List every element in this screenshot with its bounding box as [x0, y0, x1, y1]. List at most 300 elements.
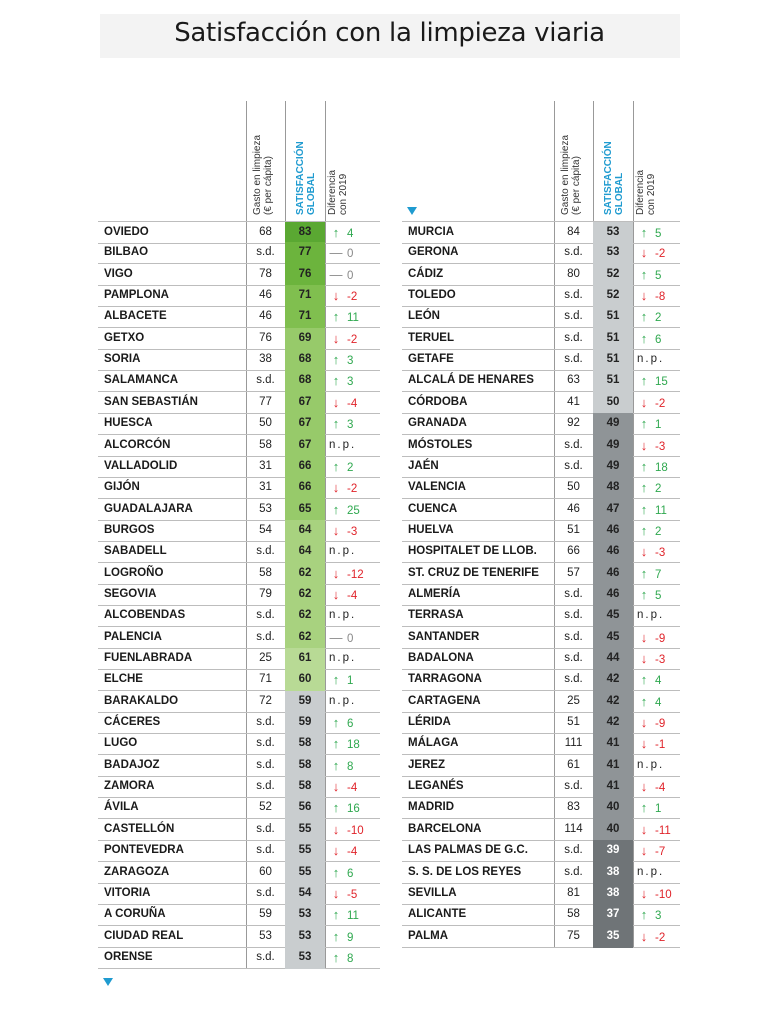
column-header-gasto — [252, 135, 274, 215]
difference-number: 2 — [655, 312, 662, 325]
satisfaction-value: 59 — [285, 691, 325, 713]
satisfaction-value: 35 — [593, 926, 633, 948]
difference-value — [637, 520, 661, 541]
difference-value — [329, 413, 353, 434]
city-name: CUENCA — [408, 502, 458, 515]
satisfaction-value: 53 — [285, 904, 325, 926]
table-row — [402, 477, 680, 499]
triangle-marker — [103, 978, 113, 986]
arrow-up-icon: ↑ — [640, 800, 648, 816]
column-header-line: Diferencia — [327, 169, 338, 215]
satisfaction-value: 68 — [285, 370, 325, 392]
difference-value — [637, 755, 664, 776]
table-row — [402, 285, 680, 307]
city-name: ALMERÍA — [408, 587, 461, 600]
table-row — [98, 328, 380, 350]
arrow-up-icon: ↑ — [640, 565, 648, 581]
table-row — [98, 840, 380, 862]
arrow-up-icon: ↑ — [332, 949, 340, 965]
city-name: PALENCIA — [104, 630, 162, 643]
difference-number: n.p. — [637, 758, 665, 771]
column-header-line: (€ per cápita) — [571, 156, 582, 215]
gasto-value: 31 — [259, 481, 272, 494]
gasto-value: s.d. — [256, 886, 275, 899]
difference-value — [637, 264, 661, 285]
gasto-value: 51 — [567, 523, 580, 536]
arrow-up-icon: ↑ — [640, 458, 648, 474]
column-header-line: con 2019 — [338, 173, 349, 215]
table-row — [402, 349, 680, 371]
table-row — [402, 584, 680, 606]
difference-value — [329, 349, 353, 370]
arrow-up-icon: ↑ — [332, 715, 340, 731]
table-row — [98, 904, 380, 926]
table-row — [402, 819, 680, 841]
city-name: GETXO — [104, 331, 145, 344]
arrow-down-icon: ↓ — [332, 394, 340, 410]
arrow-down-icon: ↓ — [640, 544, 648, 560]
difference-number: -2 — [655, 397, 666, 410]
difference-value — [637, 499, 667, 520]
difference-number: 6 — [347, 867, 354, 880]
difference-number: 2 — [655, 525, 662, 538]
arrow-down-icon: ↓ — [332, 779, 340, 795]
arrow-down-icon: ↓ — [332, 480, 340, 496]
table-row — [98, 285, 380, 307]
satisfaction-value: 47 — [593, 499, 633, 521]
table-row — [98, 477, 380, 499]
difference-number: 2 — [347, 461, 354, 474]
arrow-down-icon: ↓ — [640, 821, 648, 837]
difference-number: -8 — [655, 291, 666, 304]
gasto-value: s.d. — [564, 630, 583, 643]
city-name: ÁVILA — [104, 801, 139, 814]
arrow-up-icon: ↑ — [332, 672, 340, 688]
satisfaction-value: 41 — [593, 755, 633, 777]
difference-number: -11 — [655, 824, 671, 837]
difference-value — [637, 819, 671, 840]
city-name: HUELVA — [408, 523, 454, 536]
satisfaction-value: 52 — [593, 264, 633, 286]
city-name: SABADELL — [104, 545, 167, 558]
arrow-down-icon: ↓ — [332, 885, 340, 901]
gasto-value: 50 — [259, 417, 272, 430]
table-row — [402, 563, 680, 585]
gasto-value: 57 — [567, 566, 580, 579]
difference-value — [637, 712, 665, 733]
table-row — [402, 755, 680, 777]
gasto-value: 68 — [259, 226, 272, 238]
column-header-line: Gasto en limpieza — [560, 134, 571, 215]
satisfaction-value: 41 — [593, 776, 633, 798]
satisfaction-value: 46 — [593, 584, 633, 606]
arrow-up-icon: ↑ — [640, 480, 648, 496]
gasto-value: 66 — [567, 545, 580, 558]
difference-value — [637, 541, 665, 562]
city-name: TERUEL — [408, 331, 454, 344]
table-row — [98, 520, 380, 542]
city-name: LAS PALMAS DE G.C. — [408, 844, 528, 857]
city-name: ALCALÁ DE HENARES — [408, 374, 534, 387]
difference-number: 0 — [347, 269, 354, 282]
column-header-line: GLOBAL — [614, 172, 625, 215]
difference-number: n.p. — [329, 694, 357, 707]
difference-value — [637, 349, 664, 370]
table-row — [402, 605, 680, 627]
difference-value — [637, 776, 665, 797]
table-row — [98, 819, 380, 841]
gasto-value: 72 — [259, 694, 272, 707]
gasto-value: s.d. — [256, 374, 275, 387]
table-row — [98, 413, 380, 435]
city-name: BARAKALDO — [104, 694, 179, 707]
column-header-line: (€ per cápita) — [263, 156, 274, 215]
satisfaction-value: 46 — [593, 520, 633, 542]
difference-value — [329, 776, 357, 797]
city-name: SEGOVIA — [104, 587, 157, 600]
table-row — [98, 221, 380, 244]
city-name: LEÓN — [408, 310, 440, 323]
table-row — [98, 584, 380, 606]
arrow-down-icon: ↓ — [640, 288, 648, 304]
gasto-value: s.d. — [564, 310, 583, 323]
gasto-value: s.d. — [564, 438, 583, 451]
difference-number: 2 — [655, 483, 662, 496]
satisfaction-value: 71 — [285, 306, 325, 328]
gasto-value: s.d. — [256, 950, 275, 963]
difference-value — [637, 563, 661, 584]
table-row — [402, 413, 680, 435]
arrow-down-icon: ↓ — [332, 288, 340, 304]
arrow-up-icon: ↑ — [640, 586, 648, 602]
column-header-dif — [327, 170, 349, 215]
city-name: VALLADOLID — [104, 459, 178, 472]
arrow-up-icon: ↑ — [332, 458, 340, 474]
arrow-up-icon: ↑ — [640, 693, 648, 709]
difference-number: -12 — [347, 568, 364, 581]
table-row — [402, 862, 680, 884]
difference-value — [329, 819, 364, 840]
city-name: GETAFE — [408, 353, 454, 366]
satisfaction-value: 65 — [285, 499, 325, 521]
gasto-value: 75 — [567, 929, 580, 942]
column-header-line: SATISFACCIÓN — [603, 141, 614, 215]
difference-number: 11 — [655, 504, 667, 517]
arrow-up-icon: ↑ — [332, 928, 340, 944]
city-name: ZAMORA — [104, 780, 155, 793]
arrow-up-icon: ↑ — [332, 225, 340, 240]
gasto-value: 38 — [259, 353, 272, 366]
difference-number: -4 — [347, 397, 358, 410]
column-header-line: Gasto en limpieza — [252, 134, 263, 215]
table-row — [402, 627, 680, 649]
gasto-value: s.d. — [564, 673, 583, 686]
arrow-down-icon: ↓ — [640, 629, 648, 645]
satisfaction-value: 62 — [285, 605, 325, 627]
difference-number: -3 — [655, 547, 666, 560]
arrow-up-icon: ↑ — [640, 266, 648, 282]
difference-value — [329, 584, 357, 605]
difference-value — [329, 691, 356, 712]
table-row — [402, 328, 680, 350]
difference-value — [637, 605, 664, 626]
gasto-value: 71 — [259, 673, 272, 686]
satisfaction-value: 39 — [593, 840, 633, 862]
city-name: SAN SEBASTIÁN — [104, 395, 198, 408]
satisfaction-value: 40 — [593, 819, 633, 841]
table-row — [402, 499, 680, 521]
city-name: OVIEDO — [104, 226, 149, 238]
difference-value — [329, 285, 357, 306]
satisfaction-value: 64 — [285, 520, 325, 542]
table-row — [402, 264, 680, 286]
gasto-value: s.d. — [256, 737, 275, 750]
city-name: ZARAGOZA — [104, 865, 170, 878]
satisfaction-value: 49 — [593, 413, 633, 435]
table-row — [402, 797, 680, 819]
gasto-value: s.d. — [256, 545, 275, 558]
arrow-up-icon: ↑ — [640, 225, 648, 240]
gasto-value: 52 — [259, 801, 272, 814]
difference-value — [329, 541, 356, 562]
difference-value — [637, 862, 664, 883]
difference-number: 5 — [655, 269, 662, 282]
difference-value — [637, 222, 661, 243]
gasto-value: 114 — [564, 822, 583, 835]
table-row — [98, 349, 380, 371]
city-name: LUGO — [104, 737, 138, 750]
difference-value — [329, 904, 359, 925]
satisfaction-value: 52 — [593, 285, 633, 307]
gasto-value: 81 — [567, 886, 580, 899]
satisfaction-value: 59 — [285, 712, 325, 734]
satisfaction-value: 42 — [593, 669, 633, 691]
difference-value — [329, 456, 353, 477]
table-row — [98, 755, 380, 777]
satisfaction-value: 55 — [285, 862, 325, 884]
satisfaction-value: 51 — [593, 349, 633, 371]
difference-number: 8 — [347, 760, 354, 773]
satisfaction-value: 51 — [593, 306, 633, 328]
table-row — [98, 862, 380, 884]
gasto-value: s.d. — [564, 587, 583, 600]
gasto-value: 46 — [567, 502, 580, 515]
difference-number: -7 — [655, 846, 666, 859]
difference-number: 5 — [655, 228, 662, 240]
city-name: ALICANTE — [408, 908, 467, 921]
table-row — [98, 541, 380, 563]
difference-value — [329, 926, 353, 947]
city-name: BARCELONA — [408, 822, 482, 835]
city-name: HUESCA — [104, 417, 153, 430]
equal-icon: — — [329, 245, 343, 261]
arrow-up-icon: ↑ — [332, 800, 340, 816]
city-name: SALAMANCA — [104, 374, 179, 387]
table-row — [98, 242, 380, 264]
gasto-value: s.d. — [256, 716, 275, 729]
difference-number: -2 — [655, 248, 666, 261]
gasto-value: 46 — [259, 289, 272, 302]
table-row — [98, 627, 380, 649]
difference-number: 15 — [655, 376, 668, 389]
table-row — [402, 691, 680, 713]
difference-number: -9 — [655, 718, 666, 731]
city-name: GERONA — [408, 246, 459, 259]
table-row — [98, 926, 380, 948]
city-name: BADALONA — [408, 652, 474, 664]
city-name: CASTELLÓN — [104, 822, 175, 835]
difference-value — [637, 370, 668, 391]
difference-value — [637, 691, 661, 712]
difference-value — [329, 755, 353, 776]
gasto-value: 83 — [567, 801, 580, 814]
gasto-value: s.d. — [564, 331, 583, 344]
gasto-value: 25 — [567, 694, 580, 707]
table-row — [98, 691, 380, 713]
page-title: Satisfacción con la limpieza viaria — [174, 18, 605, 48]
city-name: GUADALAJARA — [104, 502, 193, 515]
arrow-down-icon: ↓ — [332, 843, 340, 859]
arrow-down-icon: ↓ — [640, 245, 648, 261]
satisfaction-value: 51 — [593, 370, 633, 392]
difference-value — [637, 477, 661, 498]
difference-value — [329, 435, 356, 456]
difference-value — [637, 306, 661, 327]
difference-value — [329, 669, 353, 690]
table-row — [402, 541, 680, 563]
difference-number: -4 — [347, 846, 358, 859]
difference-value — [637, 883, 672, 904]
satisfaction-value: 44 — [593, 648, 633, 670]
city-name: MÓSTOLES — [408, 438, 473, 451]
satisfaction-value: 71 — [285, 285, 325, 307]
gasto-value: 111 — [564, 737, 583, 750]
city-name: HOSPITALET DE LLOB. — [408, 545, 537, 558]
difference-value — [637, 285, 665, 306]
table-row — [402, 926, 680, 948]
arrow-down-icon: ↓ — [332, 330, 340, 346]
table-row — [98, 456, 380, 478]
gasto-value: s.d. — [564, 609, 583, 622]
table-row — [98, 733, 380, 755]
arrow-down-icon: ↓ — [640, 843, 648, 859]
table-row — [98, 669, 380, 691]
table-row — [98, 797, 380, 819]
difference-number: 11 — [347, 312, 359, 325]
gasto-value: 78 — [259, 267, 272, 280]
city-name: BADAJOZ — [104, 758, 160, 771]
satisfaction-value: 67 — [285, 392, 325, 414]
difference-number: 6 — [655, 333, 662, 346]
city-name: ALBACETE — [104, 310, 167, 323]
arrow-up-icon: ↑ — [332, 501, 340, 517]
satisfaction-value: 53 — [285, 926, 325, 948]
difference-number: -10 — [347, 824, 364, 837]
gasto-value: 54 — [259, 523, 272, 536]
city-name: CÁCERES — [104, 716, 161, 729]
city-name: JAÉN — [408, 459, 439, 472]
city-name: CÁDIZ — [408, 267, 444, 280]
table-row — [98, 605, 380, 627]
satisfaction-value: 76 — [285, 264, 325, 286]
difference-number: n.p. — [637, 865, 665, 878]
difference-number: 4 — [655, 696, 662, 709]
gasto-value: 41 — [567, 395, 580, 408]
difference-value — [637, 926, 665, 947]
difference-value — [329, 840, 357, 861]
difference-number: 1 — [655, 803, 662, 816]
difference-value — [637, 456, 668, 477]
satisfaction-value: 45 — [593, 605, 633, 627]
difference-number: -10 — [655, 888, 672, 901]
satisfaction-value: 38 — [593, 862, 633, 884]
city-name: CARTAGENA — [408, 694, 481, 707]
difference-value — [329, 605, 356, 626]
difference-value — [329, 392, 357, 413]
satisfaction-value: 68 — [285, 349, 325, 371]
satisfaction-value: 56 — [285, 797, 325, 819]
gasto-value: 58 — [567, 908, 580, 921]
city-name: FUENLABRADA — [104, 652, 193, 664]
difference-value — [637, 627, 665, 648]
satisfaction-value: 66 — [285, 477, 325, 499]
gasto-value: s.d. — [256, 844, 275, 857]
gasto-value: 31 — [259, 459, 272, 472]
arrow-down-icon: ↓ — [640, 779, 648, 795]
difference-value — [637, 797, 661, 818]
satisfaction-value: 67 — [285, 413, 325, 435]
satisfaction-value: 64 — [285, 541, 325, 563]
city-name: SANTANDER — [408, 630, 480, 643]
satisfaction-value: 41 — [593, 733, 633, 755]
column-header-line: Diferencia — [635, 169, 646, 215]
gasto-value: 63 — [567, 374, 580, 387]
gasto-value: 77 — [259, 395, 272, 408]
satisfaction-value: 49 — [593, 435, 633, 457]
difference-number: 3 — [347, 376, 354, 389]
difference-number: 8 — [347, 952, 354, 965]
arrow-up-icon: ↑ — [332, 373, 340, 389]
table-row — [402, 776, 680, 798]
difference-value — [637, 669, 661, 690]
city-name: TOLEDO — [408, 289, 456, 302]
city-name: SORIA — [104, 353, 141, 366]
difference-number: -2 — [347, 333, 358, 346]
difference-number: n.p. — [329, 438, 357, 451]
difference-number: 1 — [347, 675, 354, 688]
arrow-down-icon: ↓ — [332, 586, 340, 602]
gasto-value: 53 — [259, 929, 272, 942]
table-row — [98, 370, 380, 392]
city-name: TARRAGONA — [408, 673, 482, 686]
city-name: A CORUÑA — [104, 908, 166, 921]
city-name: BILBAO — [104, 246, 149, 259]
city-name: LÉRIDA — [408, 716, 451, 729]
difference-number: -1 — [655, 739, 666, 752]
difference-number: -2 — [347, 483, 358, 496]
difference-value — [329, 520, 357, 541]
table-row — [98, 776, 380, 798]
difference-value — [637, 328, 661, 349]
arrow-down-icon: ↓ — [640, 651, 648, 666]
city-name: ALCOBENDAS — [104, 609, 186, 622]
satisfaction-value: 60 — [285, 669, 325, 691]
city-name: ST. CRUZ DE TENERIFE — [408, 566, 539, 579]
difference-number: 7 — [655, 568, 662, 581]
city-name: ALCORCÓN — [104, 438, 171, 451]
difference-value — [637, 733, 665, 754]
arrow-up-icon: ↑ — [640, 309, 648, 325]
